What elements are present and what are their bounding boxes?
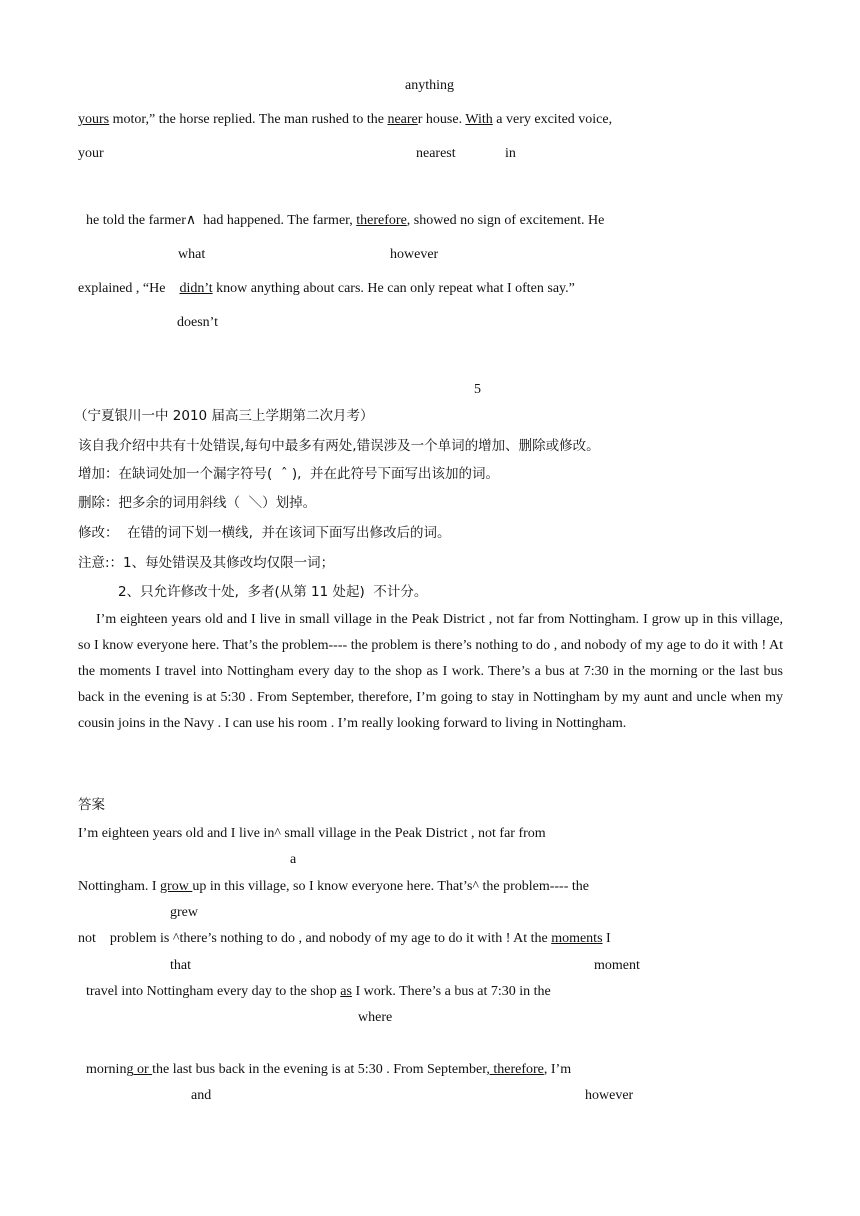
answer-line: Nottingham. I grow up in this village, so I know everyone here. That’s^ the problem---- the — [78, 879, 589, 894]
answer-heading: 答案 — [78, 797, 105, 813]
error-word: moments — [551, 931, 603, 946]
exercise-passage: I’m eighteen years old and I live in small village in the Peak District , not far from Nottingham. I grow up in this village, so I know everyone here. That’s the problem---- the problem is there’s nothing to do , and nobody of my age to do it with ! At the moments I travel into Nottingham every day to the shop as I work. There’s a bus at 7:30 in the morning or the last bus back in the evening is at 5:30 . From September, therefore, I’m going to stay in Nottingham by my aunt and uncle when my cousin joins in the Navy . I can use his room . I’m really looking forward to living in Nottingham. — [78, 612, 783, 731]
correction-what: what — [178, 247, 206, 262]
correction-however: however — [390, 247, 439, 262]
correction-grew: grew — [170, 905, 198, 920]
instruction-line: 增加：在缺词处加一个漏字符号( ˆ ), 并在此符号下面写出该加的词。 — [78, 466, 500, 482]
error-word: grow — [160, 879, 193, 894]
correction-moment: moment — [594, 958, 640, 973]
error-word: therefore — [356, 213, 407, 228]
error-word: neare — [387, 112, 418, 127]
correction-nearest: nearest — [416, 146, 456, 161]
answer-line: not problem is ^there’s nothing to do , and nobody of my age to do it with ! At the moments I — [78, 931, 611, 946]
correction-in: in — [505, 146, 516, 161]
passage-line: he told the farmer∧ had happened. The farmer, therefore, showed no sign of excitement. He — [86, 213, 605, 228]
correction-where: where — [358, 1010, 393, 1025]
answer-line: I’m eighteen years old and I live in^ small village in the Peak District , not far from — [78, 826, 546, 841]
error-word: With — [465, 112, 493, 127]
instruction-line: 修改： 在错的词下划一横线, 并在该词下面写出修改后的词。 — [78, 525, 451, 541]
instruction-line: 删除：把多余的词用斜线（ ＼）划掉。 — [78, 495, 317, 511]
instruction-line: 注意:：1、每处错误及其修改均仅限一词； — [78, 555, 335, 571]
answer-line: travel into Nottingham every day to the shop as I work. There’s a bus at 7:30 in the — [86, 984, 551, 999]
correction-a: a — [290, 852, 297, 867]
instruction-line: 2、只允许修改十处, 多者(从第 11 处起) 不计分。 — [118, 584, 428, 600]
passage-line: yours motor,” the horse replied. The man rushed to the nearer house. With a very excited voice, — [78, 112, 613, 127]
error-word: didn’t — [179, 281, 213, 296]
question-source: （宁夏银川一中 2010 届高三上学期第二次月考） — [74, 408, 374, 424]
correction-that: that — [170, 958, 191, 973]
error-word: as — [340, 984, 352, 999]
question-number: 5 — [474, 382, 481, 397]
correction-anything: anything — [405, 78, 454, 93]
passage-line: explained , “He didn’t know anything about cars. He can only repeat what I often say.” — [78, 281, 575, 296]
instruction-line: 该自我介绍中共有十处错误,每句中最多有两处,错误涉及一个单词的增加、删除或修改。 — [78, 438, 600, 454]
error-word: yours — [78, 112, 110, 127]
correction-and: and — [191, 1088, 212, 1103]
error-word: or — [133, 1062, 153, 1077]
error-word: , therefore — [486, 1062, 544, 1077]
correction-doesnt: doesn’t — [177, 315, 218, 330]
correction-however-2: however — [585, 1088, 634, 1103]
correction-your: your — [78, 146, 104, 161]
answer-line: morning or the last bus back in the evening is at 5:30 . From September, therefore, I’m — [86, 1062, 572, 1077]
